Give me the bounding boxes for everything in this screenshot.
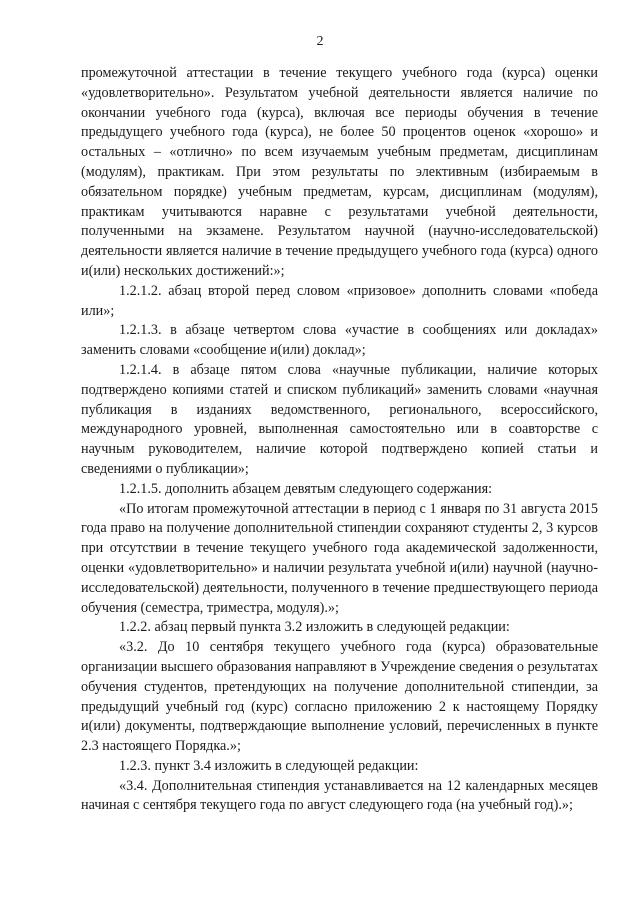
paragraph-1-2-1-4: 1.2.1.4. в абзаце пятом слова «научные публикации, наличие которых подтверждено копиями статей и списком публикаций» заменить словами «научная публикация в изданиях ведомственного, регионального, всероссийского, международного уровней, выполненная самостоятельно или в соавторстве с научным руководителем, наличие которой подтверждено копией статьи и сведениями о публикации»; [81, 361, 598, 477]
document-body [81, 64, 598, 816]
paragraph-1-2-1-5: 1.2.1.5. дополнить абзацем девятым следующего содержания: [119, 480, 493, 497]
paragraph-quoted-ninth-abzats: «По итогам промежуточной аттестации в период с 1 января по 31 августа 2015 года право на получение дополнительной стипендии сохраняют студенты 2, 3 курсов при отсутствии в течение текущего учебного года академической задолженности, оценки «удовлетворительно» и наличии результата учебной и(или) научной (научно-исследовательской) деятельности, полученного в течение предшествующего периода обучения (семестра, триместра, модуля).»; [81, 500, 598, 616]
page-number: 2 [316, 34, 324, 49]
paragraph-1-2-1-2: 1.2.1.2. абзац второй перед словом «призовое» дополнить словами «победа или»; [81, 282, 598, 319]
paragraph-continuation: промежуточной аттестации в течение текущего учебного года (курса) оценки «удовлетворительно». Результатом учебной деятельности является наличие по окончании учебного года (курса), включая все периоды обучения в течение предыдущего учебного года (курса), не более 50 процентов оценок «хорошо» и остальных – «отлично» по всем изучаемым учебным предметам, дисциплинам (модулям), практикам. При этом результаты по элективным (избираемым в обязательном порядке) учебным предметам, курсам, дисциплинам (модулям), практикам учитываются наравне с результатами учебной деятельности, полученными на экзамене. Результатом научной (научно-исследовательской) деятельности является наличие в течение предыдущего учебного года (курса) одного и(или) нескольких достижений:»; [81, 65, 598, 279]
paragraph-quoted-3-2: «3.2. До 10 сентября текущего учебного года (курса) образовательные организации высшего образования направляют в Учреждение сведения о результатах обучения студентов, претендующих на получение дополнительной стипендии, за предыдущий учебный год (курс) согласно приложению 2 к настоящему Порядку и(или) документы, подтверждающие выполнение условий, перечисленных в пункте 2.3 настоящего Порядка.»; [81, 639, 598, 755]
paragraph-1-2-1-3: 1.2.1.3. в абзаце четвертом слова «участие в сообщениях или докладах» заменить словами «сообщение и(или) доклад»; [81, 322, 598, 359]
paragraph-1-2-2: 1.2.2. абзац первый пункта 3.2 изложить в следующей редакции: [119, 619, 510, 636]
paragraph-quoted-3-4: «3.4. Дополнительная стипендия устанавливается на 12 календарных месяцев начиная с сентября текущего года по август следующего года (на учебный год).»; [81, 777, 598, 814]
paragraph-1-2-3: 1.2.3. пункт 3.4 изложить в следующей редакции: [119, 757, 419, 774]
